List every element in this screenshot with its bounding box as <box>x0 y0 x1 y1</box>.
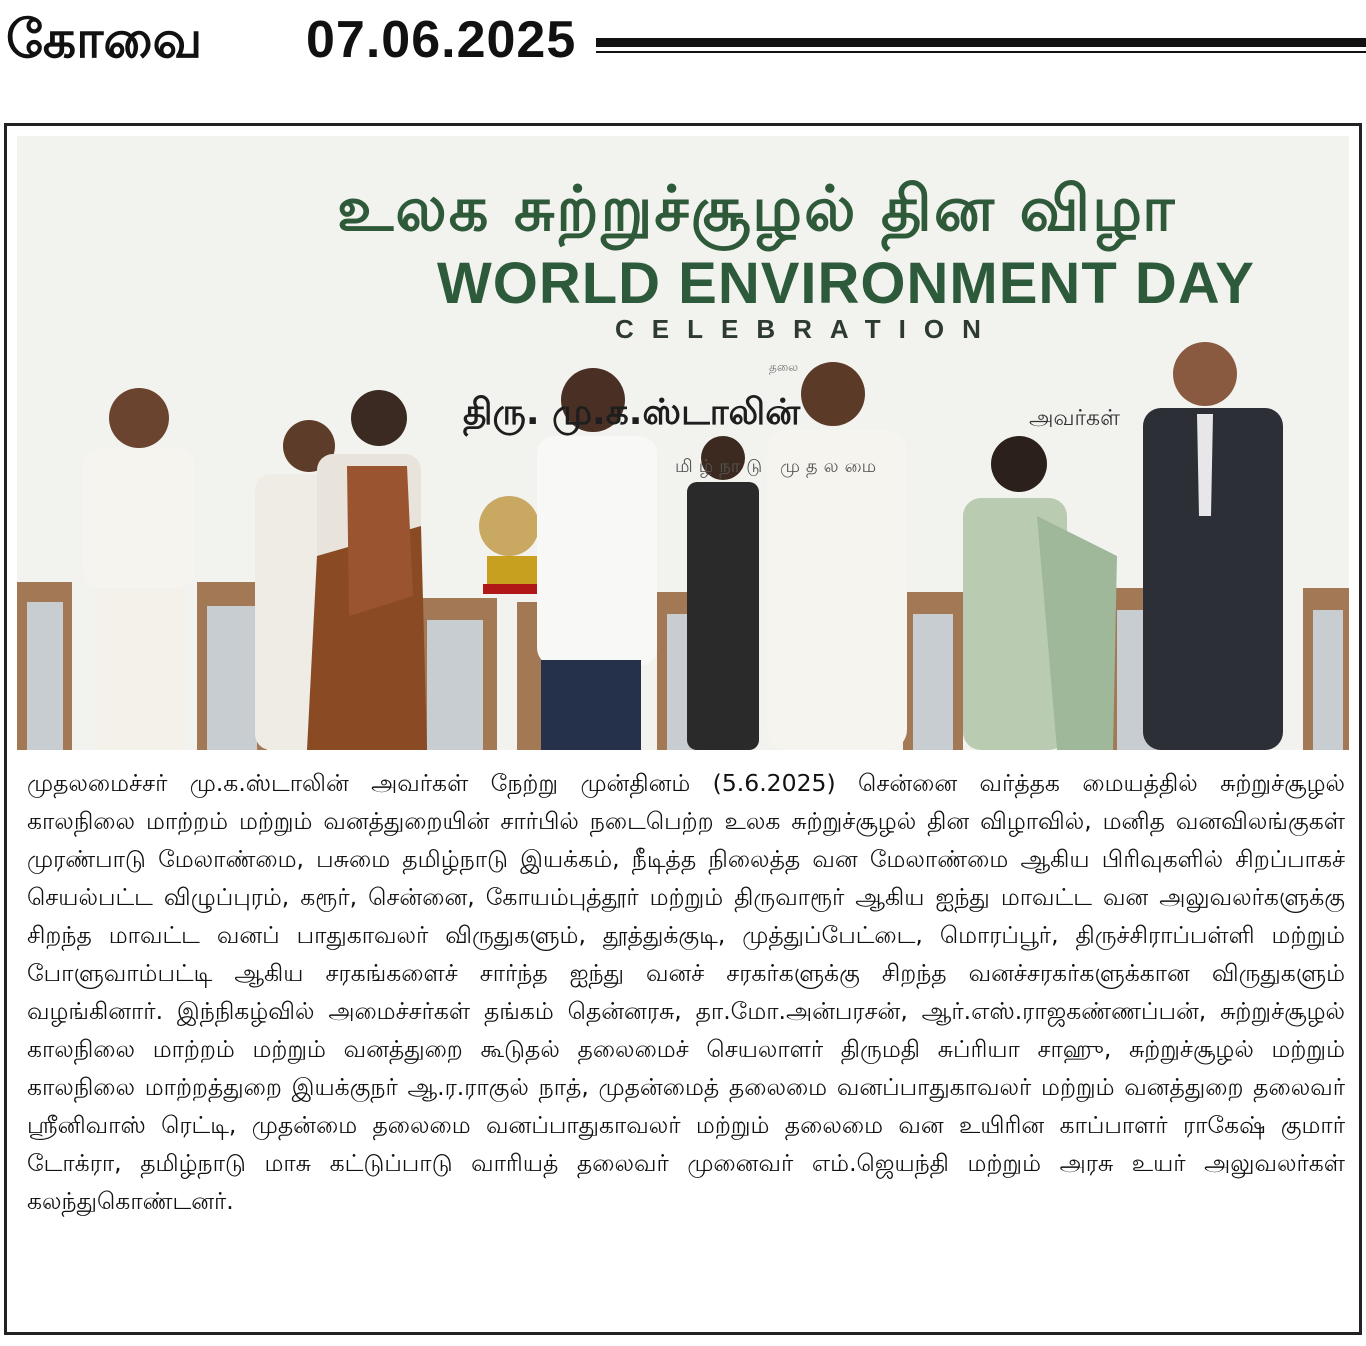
article-paragraph: முதலமைச்சர் மு.க.ஸ்டாலின் அவர்கள் நேற்று முன்தினம் (5.6.2025) சென்னை வர்த்தக மையத்தில் சுற்றுச்சூழல் காலநிலை மாற்றம் மற்றும் வனத்துறையின் சார்பில் நடைபெற்ற உலக சுற்றுச்சூழல் தின விழாவில், மனித வனவிலங்குகள் முரண்பாடு மேலாண்மை, பசுமை தமிழ்நாடு இயக்கம், நீடித்த நிலைத்த வன மேலாண்மை ஆகிய பிரிவுகளில் சிறப்பாகச் செயல்பட்ட விழுப்புரம், கரூர், சென்னை, கோயம்புத்தூர் மற்றும் திருவாரூர் ஆகிய ஐந்து மாவட்ட வன அலுவலர்களுக்கு சிறந்த மாவட்ட வனப் பாதுகாவலர் விருதுகளும், தூத்துக்குடி, முத்துப்பேட்டை, மொரப்பூர், திருச்சிராப்பள்ளி மற்றும் போளுவாம்பட்டி ஆகிய சரகங்களைச் சார்ந்த ஐந்து வனச் சரகர்களுக்கு சிறந்த வனச்சரகர்களுக்கான விருதுகளும் வழங்கினார். இந்நிகழ்வில் அமைச்சர்கள் தங்கம் தென்னரசு, தா.மோ.அன்பரசன், ஆர்.எஸ்.ராஜகண்ணப்பன், சுற்றுச்சூழல் காலநிலை மாற்றம் மற்றும் வனத்துறை கூடுதல் தலைமைச் செயலாளர் திருமதி சுப்ரியா சாஹு, சுற்றுச்சூழல் மற்றும் காலநிலை மாற்றத்துறை இயக்குநர் ஆ.ர.ராகுல் நாத், முதன்மைத் தலைமை வனப்பாதுகாவலர் மற்றும் வனத்துறை தலைவர் ஸ்ரீனிவாஸ் ரெட்டி, முதன்மை தலைமை வனப்பாதுகாவலர் மற்றும் தலைமை வன உயிரின காப்பாளர் ராகேஷ் குமார் டோக்ரா, தமிழ்நாடு மாசு கட்டுப்பாடு வாரியத் தலைவர் முனைவர் எம்.ஜெயந்தி மற்றும் அரசு உயர் அலுவலர்கள் கலந்துகொண்டனர். <box>27 769 1345 1215</box>
page-header <box>0 0 1366 90</box>
news-clipping <box>4 123 1362 1335</box>
edition-city: கோவை <box>6 10 203 70</box>
banner-chief-name: திரு. மு.க.ஸ்டாலின் <box>463 392 801 433</box>
banner-subtitle: CELEBRATION <box>615 314 999 344</box>
header-rule-thick <box>596 38 1366 47</box>
edition-date: 07.06.2025 <box>306 11 577 69</box>
banner-dept-text: மிழ்நாடு முதலமை <box>675 456 883 477</box>
banner-honorific: அவர்கள் <box>1029 406 1120 431</box>
article-body <box>27 764 1345 1220</box>
banner-title-tamil: உலக சுற்றுச்சூழல் தின விழா <box>337 172 1177 245</box>
banner-title-english: WORLD ENVIRONMENT DAY <box>437 251 1255 316</box>
event-photo <box>17 136 1349 750</box>
banner-small-text: தலை <box>769 360 799 374</box>
header-rule-thin <box>596 51 1366 53</box>
